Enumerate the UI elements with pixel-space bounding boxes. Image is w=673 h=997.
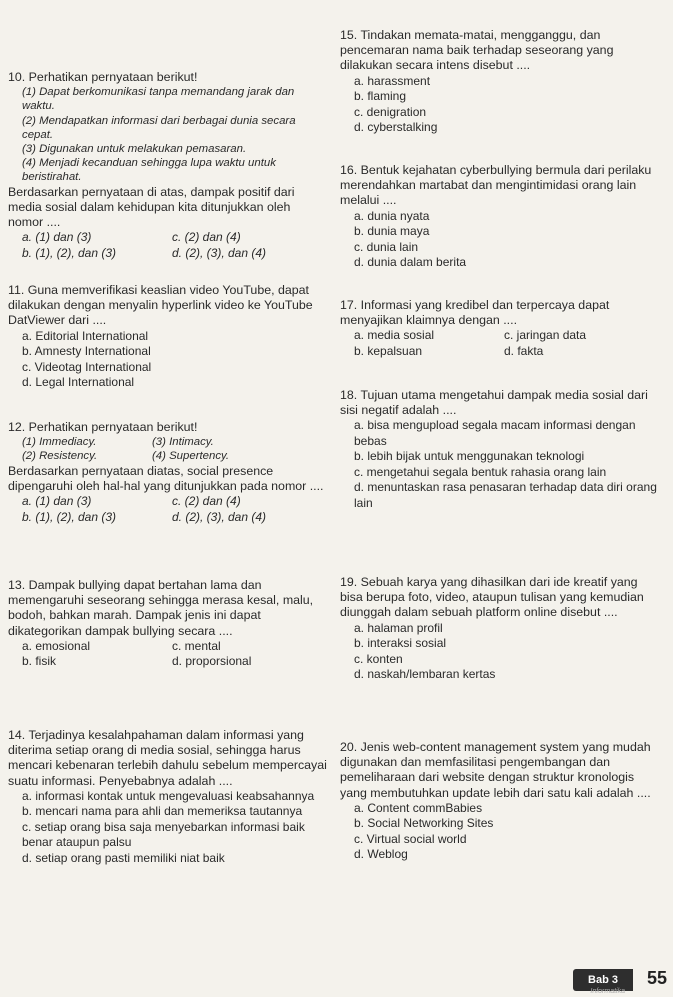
question-14 <box>8 728 328 866</box>
option[interactable]: a. harassment <box>354 73 431 88</box>
question-12-stem: 12. Perhatikan pernyataan berikut! <box>8 420 198 434</box>
option[interactable]: a. emosional <box>22 638 91 653</box>
chapter-badge: Bab 3 <box>573 969 633 991</box>
option[interactable]: d. Legal International <box>22 375 135 390</box>
option[interactable]: d. (2), (3), dan (4) <box>172 245 267 260</box>
question-13 <box>8 578 328 670</box>
option[interactable]: b. (1), (2), dan (3) <box>22 509 117 524</box>
option[interactable]: c. mental <box>172 638 221 653</box>
option[interactable]: c. Virtual social world <box>354 831 467 846</box>
question-11-stem: 11. Guna memverifikasi keaslian video YouTube, dapat dilakukan dengan menyalin hyperlink video ke YouTube DatViewer dari .... <box>8 283 313 328</box>
statement: (3) Intimacy. <box>152 436 214 449</box>
question-12-instruction: Berdasarkan pernyataan diatas, social presence dipengaruhi oleh hal-hal yang ditunjukkan pada nomor .... <box>8 463 324 493</box>
question-10 <box>8 70 328 261</box>
option[interactable]: a. (1) dan (3) <box>22 494 92 509</box>
question-13-stem: 13. Dampak bullying dapat bertahan lama dan memengaruhi seseorang sehingga merasa kesal, malu, bodoh, bahkan marah. Dampak jenis ini dapat dikategorikan dampak bullying secara .... <box>8 578 314 638</box>
question-17-stem: 17. Informasi yang kredibel dan terpercaya dapat menyajikan klaimnya dengan .... <box>340 298 610 328</box>
question-11 <box>8 283 328 391</box>
option[interactable]: d. setiap orang pasti memiliki niat baik <box>22 850 225 865</box>
option[interactable]: b. dunia maya <box>354 224 430 239</box>
question-16-stem: 16. Bentuk kejahatan cyberbullying bermula dari perilaku merendahkan martabat dan mengintimidasi orang lain melalui .... <box>340 163 652 208</box>
question-18 <box>340 388 660 511</box>
option[interactable]: c. dunia lain <box>354 239 419 254</box>
option[interactable]: b. kepalsuan <box>354 343 423 358</box>
question-12 <box>8 420 328 525</box>
option[interactable]: b. mencari nama para ahli dan memeriksa tautannya <box>22 804 303 819</box>
option[interactable]: a. Content commBabies <box>354 800 483 815</box>
option[interactable]: b. lebih bijak untuk menggunakan teknologi <box>354 449 585 464</box>
option[interactable]: b. Amnesty International <box>22 344 151 359</box>
option[interactable]: a. (1) dan (3) <box>22 230 92 245</box>
question-10-stem: 10. Perhatikan pernyataan berikut! <box>8 70 198 84</box>
option[interactable]: a. informasi kontak untuk mengevaluasi keabsahannya <box>22 788 315 803</box>
question-16 <box>340 163 660 271</box>
question-19 <box>340 575 660 683</box>
subject-label: Informatika <box>590 988 625 995</box>
question-10-instruction: Berdasarkan pernyataan di atas, dampak positif dari media sosial dalam kehidupan kita ditunjukkan oleh nomor .... <box>8 184 295 230</box>
option[interactable]: d. Weblog <box>354 847 408 862</box>
page-footer <box>563 961 673 997</box>
option[interactable]: d. proporsional <box>172 654 252 669</box>
question-20-stem: 20. Jenis web-content management system yang mudah digunakan dan memfasilitasi pengembangan dan pemeliharaan dari website dengan struktur kronologis yang membutuhkan update lebih dari satu kali adalah .... <box>340 740 651 800</box>
option[interactable]: a. media sosial <box>354 328 435 343</box>
question-19-stem: 19. Sebuah karya yang dihasilkan dari ide kreatif yang bisa berupa foto, video, ataupun tulisan yang kemudian diunggah dalam sebuah platform online disebut .... <box>340 575 644 620</box>
option[interactable]: b. interaksi sosial <box>354 636 447 651</box>
option[interactable]: d. naskah/lembaran kertas <box>354 667 496 682</box>
statement: (1) Immediacy. <box>22 436 97 449</box>
option[interactable]: d. cyberstalking <box>354 120 438 135</box>
option[interactable]: c. konten <box>354 651 403 666</box>
option[interactable]: d. dunia dalam berita <box>354 255 467 270</box>
page-number: 55 <box>646 968 667 988</box>
statement: (2) Resistency. <box>22 450 98 463</box>
statement: (4) Menjadi kecanduan sehingga lupa waktu untuk beristirahat. <box>22 157 276 184</box>
statement: (3) Digunakan untuk melakukan pemasaran. <box>22 143 247 156</box>
question-15-stem: 15. Tindakan memata-matai, mengganggu, dan pencemaran nama baik terhadap seseorang yang dilakukan secara intens disebut .... <box>340 28 614 73</box>
option[interactable]: a. Editorial International <box>22 328 149 343</box>
statement: (4) Supertency. <box>152 450 230 463</box>
option[interactable]: c. jaringan data <box>504 328 587 343</box>
option[interactable]: a. bisa mengupload segala macam informasi dengan bebas <box>354 418 636 448</box>
option[interactable]: a. halaman profil <box>354 620 443 635</box>
option[interactable]: c. denigration <box>354 104 427 119</box>
option[interactable]: d. menuntaskan rasa penasaran terhadap data diri orang lain <box>354 480 657 510</box>
question-18-stem: 18. Tujuan utama mengetahui dampak media sosial dari sisi negatif adalah .... <box>340 388 648 418</box>
option[interactable]: b. flaming <box>354 89 407 104</box>
option[interactable]: c. mengetahui segala bentuk rahasia orang lain <box>354 464 607 479</box>
question-15 <box>340 28 660 136</box>
question-20 <box>340 740 660 863</box>
statement: (1) Dapat berkomunikasi tanpa memandang jarak dan waktu. <box>22 86 295 113</box>
statement: (2) Mendapatkan informasi dari berbagai dunia secara cepat. <box>22 114 296 141</box>
option[interactable]: a. dunia nyata <box>354 208 430 223</box>
question-14-stem: 14. Terjadinya kesalahpahaman dalam informasi yang diterima setiap orang di media sosial, sehingga harus mencari kebenaran terlebih dahulu sebelum mempercayai suatu informasi. Penyebabnya adalah .... <box>8 728 327 788</box>
option[interactable]: d. fakta <box>504 343 544 358</box>
option[interactable]: c. (2) dan (4) <box>172 230 241 245</box>
option[interactable]: c. Videotag International <box>22 359 152 374</box>
question-17 <box>340 298 660 359</box>
option[interactable]: b. fisik <box>22 654 57 669</box>
option[interactable]: b. Social Networking Sites <box>354 816 494 831</box>
option[interactable]: c. (2) dan (4) <box>172 494 241 509</box>
option[interactable]: d. (2), (3), dan (4) <box>172 509 267 524</box>
option[interactable]: b. (1), (2), dan (3) <box>22 245 117 260</box>
option[interactable]: c. setiap orang bisa saja menyebarkan informasi baik benar ataupun palsu <box>22 819 305 850</box>
